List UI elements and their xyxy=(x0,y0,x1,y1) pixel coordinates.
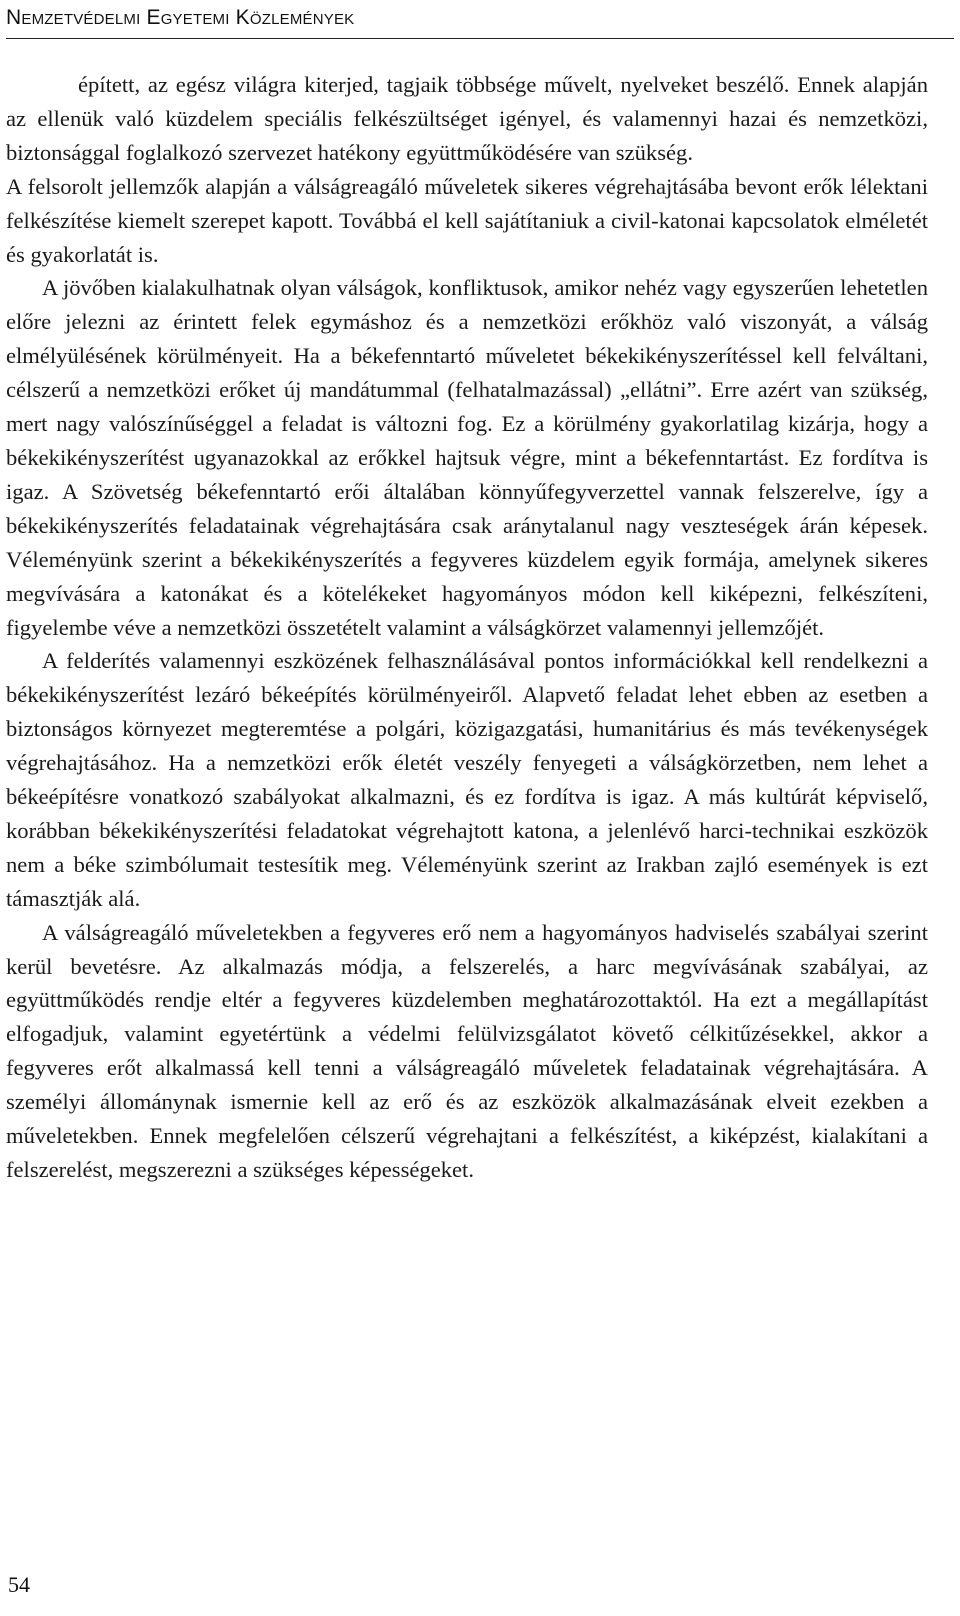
paragraph: A válságreagáló műveletekben a fegyveres erő nem a hagyományos hadviselés szabályai szerint kerül bevetésre. Az alkalmazás módja, a felszerelés, a harc megvívásának szabályai, az együttműködés rendje eltér a fegyveres küzdelemben meghatározottaktól. Ha ezt a megállapítást elfogadjuk, valamint egyetértünk a védelmi felülvizsgálatot követő célkitűzésekkel, akkor a fegyveres erőt alkalmassá kell tenni a válságreagáló műveletek feladatainak végrehajtására. A személyi állománynak ismernie kell az erő és az eszközök alkalmazásának elveit ezekben a műveletekben. Ennek megfelelően célszerű végrehajtani a felkészítést, a kiképzést, kialakítani a felszerelést, megszerezni a szükséges képességeket. xyxy=(6,919,928,1182)
paragraph: épített, az egész világra kiterjed, tagjaik többsége művelt, nyelveket beszélő. Ennek alapján az ellenük való küzdelem speciális felkészültséget igényel, és valamennyi hazai és nemzetközi, biztonsággal foglalkozó szervezet hatékony együttműködésére van szükség. xyxy=(6,72,928,165)
journal-running-header: Nemzetvédelmi Egyetemi Közlemények xyxy=(6,6,355,29)
paragraph: A jövőben kialakulhatnak olyan válságok, konfliktusok, amikor nehéz vagy egyszerűen lehetetlen előre jelezni az érintett felek egymáshoz és a nemzetközi erőkhöz való viszonyát, a válság elmélyülésének körülményeit. Ha a békefenntartó műveletet békekikényszerítéssel kell felváltani, célszerű a nemzetközi erőket új mandátummal (felhatalmazással) „ellátni”. Erre azért van szükség, mert nagy valószínűséggel a feladat is változni fog. Ez a körülmény gyakorlatilag kizárja, hogy a békekikényszerítést ugyanazokkal az erőkkel hajtsuk végre, mint a békefenntartást. Ez fordítva is igaz. A Szövetség békefenntartó erői általában könnyűfegyverzettel vannak felszerelve, így a békekikényszerítés feladatainak végrehajtására csak aránytalanul nagy veszteségek árán képesek. Véleményünk szerint a békekikényszerítés a fegyveres küzdelem egyik formája, amelynek sikeres megvívására a katonákat és a kötelékeket hagyományos módon kell kiképezni, felkészíteni, figyelembe véve a nemzetközi összetételt valamint a válságkörzet valamennyi jellemzőjét. xyxy=(6,275,928,640)
paragraph: A felsorolt jellemzők alapján a válságreagáló műveletek sikeres végrehajtásába bevont erők lélektani felkészítése kiemelt szerepet kapott. Továbbá el kell sajátítaniuk a civil-katonai kapcsolatok elméletét és gyakorlatát is. xyxy=(6,173,928,267)
page-number: 54 xyxy=(8,1572,30,1597)
article-body xyxy=(6,68,928,1187)
header-divider xyxy=(6,38,954,39)
paragraph: A felderítés valamennyi eszközének felhasználásával pontos információkkal kell rendelkezni a békekikényszerítést lezáró békeépítés körülményeiről. Alapvető feladat lehet ebben az esetben a biztonságos környezet megteremtése a polgári, közigazgatási, humanitárius és más tevékenységek végrehajtásához. Ha a nemzetközi erők életét veszély fenyegeti a válságkörzetben, nem lehet a békeépítésre vonatkozó szabályokat alkalmazni, és ez fordítva is igaz. A más kultúrát képviselő, korábban békekikényszerítési feladatokat végrehajtott katona, a jelenlévő harci-technikai eszközök nem a béke szimbólumait testesítik meg. Véleményünk szerint az Irakban zajló események is ezt támasztják alá. xyxy=(6,648,928,911)
